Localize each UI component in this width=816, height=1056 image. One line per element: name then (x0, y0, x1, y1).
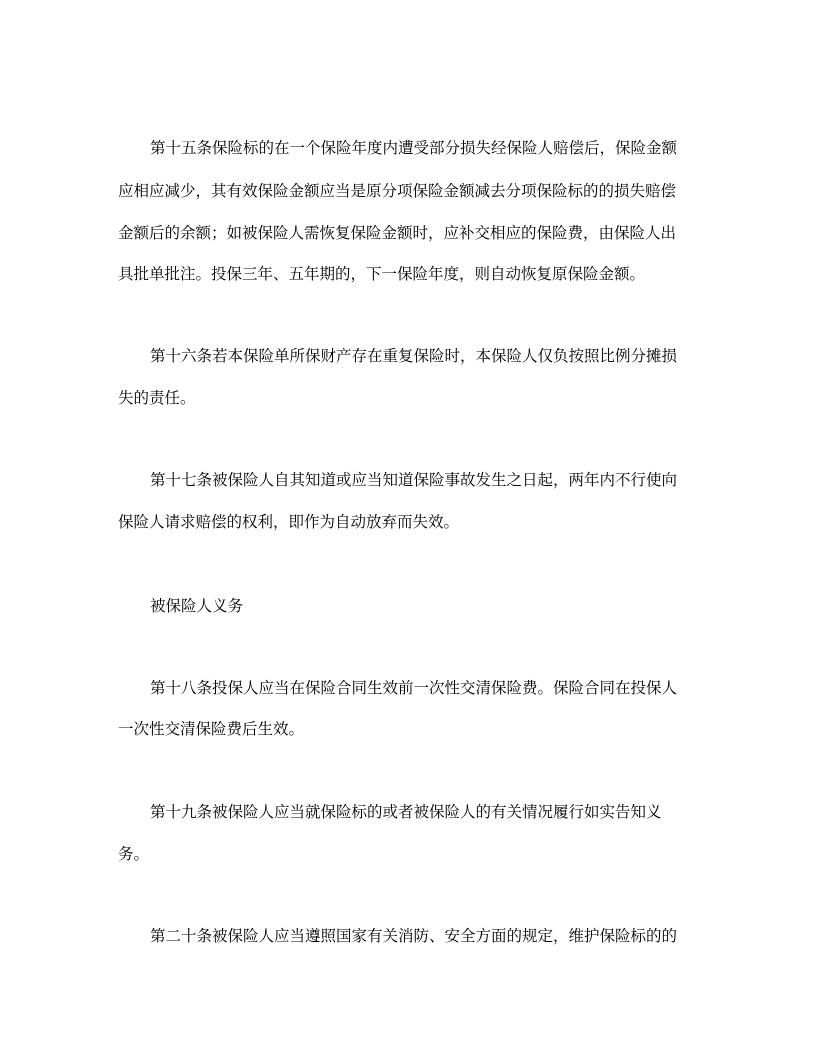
article-18-line-2: 一次性交清保险费后生效。 (118, 720, 305, 738)
article-16-line-2: 失的责任。 (118, 389, 196, 407)
article-19-line-2: 务。 (118, 845, 150, 863)
article-17-line-2: 保险人请求赔偿的权利，即作为自动放弃而失效。 (118, 513, 460, 531)
article-15-line-4: 具批单批注。投保三年、五年期的，下一保险年度，则自动恢复原保险金额。 (118, 265, 646, 283)
article-19-line-1: 第十九条被保险人应当就保险标的或者被保险人的有关情况履行如实告知义 (150, 803, 662, 821)
article-16-line-1: 第十六条若本保险单所保财产存在重复保险时，本保险人仅负按照比例分摊损 (150, 347, 678, 365)
article-18-line-1: 第十八条投保人应当在保险合同生效前一次性交清保险费。保险合同在投保人 (150, 679, 678, 697)
section-heading-obligations: 被保险人义务 (150, 597, 244, 615)
article-15-line-1: 第十五条保险标的在一个保险年度内遭受部分损失经保险人赔偿后，保险金额 (150, 139, 678, 157)
article-15-line-2: 应相应减少，其有效保险金额应当是原分项保险金额减去分项保险标的的损失赔偿 (118, 182, 677, 200)
article-15-line-3: 金额后的余额；如被保险人需恢复保险金额时，应补交相应的保险费，由保险人出 (118, 224, 677, 242)
article-17-line-1: 第十七条被保险人自其知道或应当知道保险事故发生之日起，两年内不行使向 (150, 471, 678, 489)
article-20-line-1: 第二十条被保险人应当遵照国家有关消防、安全方面的规定，维护保险标的的 (150, 927, 678, 945)
